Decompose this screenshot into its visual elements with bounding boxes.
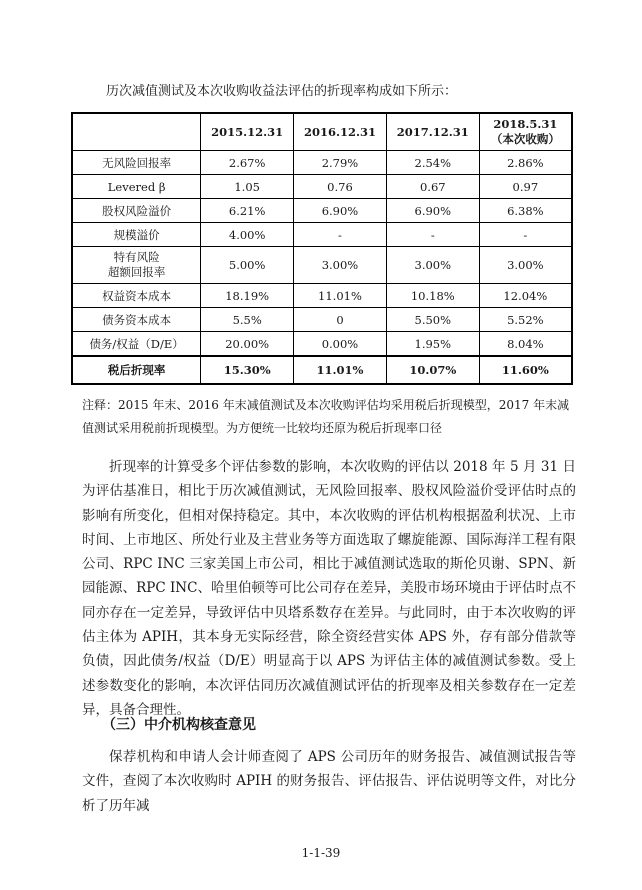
table-cell: 2.86% bbox=[479, 151, 572, 175]
table-cell: 2.67% bbox=[201, 151, 294, 175]
row-label bbox=[72, 199, 201, 223]
table-cell: - bbox=[479, 223, 572, 247]
table-cell: 6.90% bbox=[294, 199, 387, 223]
table-row bbox=[72, 175, 572, 199]
table-cell: 0.97 bbox=[479, 175, 572, 199]
table-cell: 0.67 bbox=[386, 175, 479, 199]
table-row bbox=[72, 199, 572, 223]
table-cell: 0 bbox=[294, 308, 387, 332]
table-cell: 8.04% bbox=[479, 332, 572, 357]
table-cell: 20.00% bbox=[201, 332, 294, 357]
row-label-line: 规模溢价 bbox=[113, 227, 160, 242]
table-row bbox=[72, 151, 572, 175]
table-row bbox=[72, 356, 572, 384]
row-label bbox=[72, 175, 201, 199]
table-row bbox=[72, 247, 572, 284]
table-cell: 1.05 bbox=[201, 175, 294, 199]
table-cell: 2.79% bbox=[294, 151, 387, 175]
header-2016: 2016.12.31 bbox=[294, 113, 387, 151]
table-cell: 5.52% bbox=[479, 308, 572, 332]
table-cell: 18.19% bbox=[201, 284, 294, 308]
table-header-row bbox=[72, 113, 572, 151]
table-row bbox=[72, 223, 572, 247]
table-cell: 10.18% bbox=[386, 284, 479, 308]
table-cell: - bbox=[294, 223, 387, 247]
table-cell: - bbox=[386, 223, 479, 247]
row-label-line: 债务/权益（D/E） bbox=[89, 336, 184, 351]
table-row bbox=[72, 332, 572, 357]
row-label-line: Levered β bbox=[107, 179, 166, 194]
row-label bbox=[72, 151, 201, 175]
table-cell: 5.50% bbox=[386, 308, 479, 332]
row-label bbox=[72, 247, 201, 284]
page-number: 1-1-39 bbox=[301, 846, 341, 860]
table-intro: 历次减值测试及本次收购收益法评估的折现率构成如下所示： bbox=[106, 84, 458, 99]
table-cell: 10.07% bbox=[386, 356, 479, 384]
row-label bbox=[72, 308, 201, 332]
table-cell: 15.30% bbox=[201, 356, 294, 384]
row-label bbox=[72, 223, 201, 247]
table-cell: 0.00% bbox=[294, 332, 387, 357]
row-label bbox=[72, 332, 201, 357]
table-cell: 11.01% bbox=[294, 356, 387, 384]
table-cell: 4.00% bbox=[201, 223, 294, 247]
row-label-line: 税后折现率 bbox=[107, 363, 166, 377]
paragraph-verification: 保荐机构和申请人会计师查阅了 APS 公司历年的财务报告、减值测试报告等文件，查阅了本次收购时 APIH 的财务报告、评估报告、评估说明等文件，对比分析了历年减 bbox=[82, 749, 576, 814]
row-label-line: 特有风险 bbox=[113, 250, 160, 264]
row-label bbox=[72, 356, 201, 384]
row-label-line: 股权风险溢价 bbox=[102, 203, 172, 218]
table-cell: 0.76 bbox=[294, 175, 387, 199]
header-2018: 2018.5.31 （本次收购） bbox=[479, 113, 572, 151]
table-cell: 5.00% bbox=[201, 247, 294, 284]
table-cell: 3.00% bbox=[479, 247, 572, 284]
table-cell: 3.00% bbox=[386, 247, 479, 284]
table-cell: 5.5% bbox=[201, 308, 294, 332]
row-label bbox=[72, 284, 201, 308]
section-heading: （三）中介机构核查意见 bbox=[102, 717, 256, 733]
paragraph-analysis: 折现率的计算受多个评估参数的影响，本次收购的评估以 2018 年 5 月 31 日为评估基准日，相比于历次减值测试，无风险回报率、股权风险溢价受评估时点的影响有所变化，但相对保持稳定。其中，本次收购的评估机构根据盈利状况、上市时间、上市地区、所处行业及主营业务等方面选取了螺旋能源、国际海洋工程有限公司、RPC INC 三家美国上市公司，相比于减值测试选取的斯伦贝谢、SPN、新园能源、RPC INC、哈里伯顿等可比公司存在差异，美股市场环境由于评估时点不同亦存在一定差异，导致评估中贝塔系数存在差异。与此同时，由于本次收购的评估主体为 APIH，其本身无实际经营，除全资经营实体 APS 外，存有部分借款等负债，因此债务/权益（D/E）明显高于以 APS 为评估主体的减值测试参数。受上述参数变化的影响，本次评估同历次减值测试评估的折现率及相关参数存在一定差异，具备合理性。 bbox=[82, 459, 576, 718]
table-cell: 6.38% bbox=[479, 199, 572, 223]
table-cell: 2.54% bbox=[386, 151, 479, 175]
table-cell: 3.00% bbox=[294, 247, 387, 284]
table-cell: 1.95% bbox=[386, 332, 479, 357]
table-row bbox=[72, 284, 572, 308]
table-note: 注释：2015 年末、2016 年末减值测试及本次收购评估均采用税后折现模型，2017 年末减值测试采用税前折现模型。为方便统一比较均还原为税后折现率口径 bbox=[82, 398, 570, 435]
table-cell: 6.90% bbox=[386, 199, 479, 223]
row-label-line: 超额回报率 bbox=[107, 265, 166, 279]
header-2015: 2015.12.31 bbox=[201, 113, 294, 151]
table-cell: 12.04% bbox=[479, 284, 572, 308]
row-label-line: 权益资本成本 bbox=[102, 288, 172, 303]
row-label-line: 债务资本成本 bbox=[102, 312, 172, 327]
discount-rate-table bbox=[71, 112, 573, 385]
table-cell: 11.01% bbox=[294, 284, 387, 308]
table-body bbox=[72, 151, 572, 385]
table-cell: 6.21% bbox=[201, 199, 294, 223]
table-cell: 11.60% bbox=[479, 356, 572, 384]
header-2017: 2017.12.31 bbox=[386, 113, 479, 151]
table-row bbox=[72, 308, 572, 332]
row-label-line: 无风险回报率 bbox=[102, 155, 172, 170]
header-empty bbox=[72, 113, 201, 151]
